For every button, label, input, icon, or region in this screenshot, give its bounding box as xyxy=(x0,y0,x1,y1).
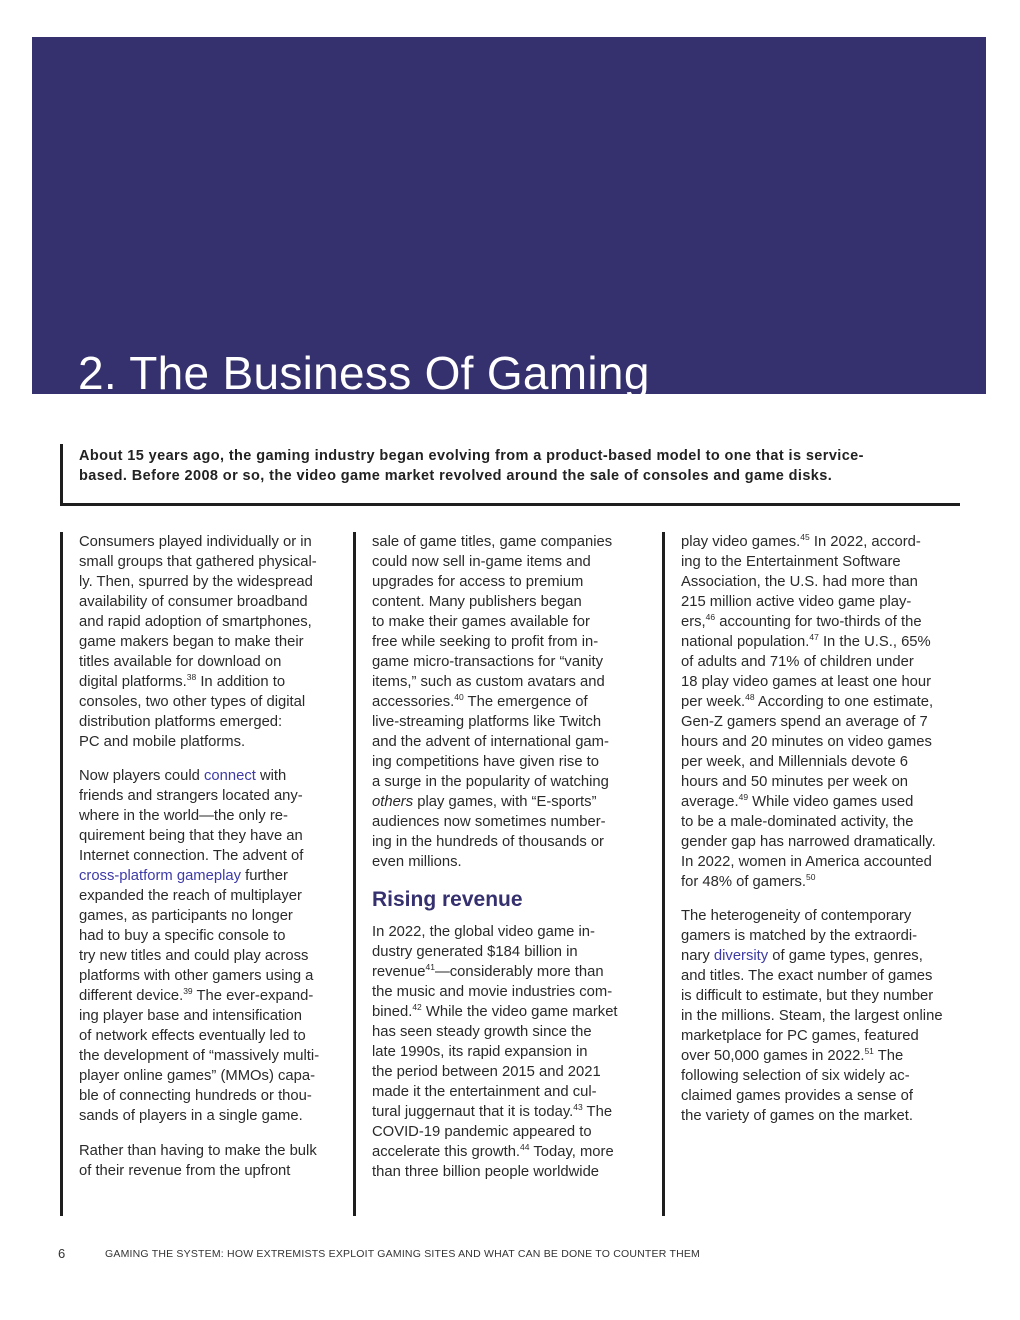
text-line: ing in the hundreds of thousands or xyxy=(372,834,604,850)
text-line: than three billion people worldwide xyxy=(372,1164,600,1180)
text-line xyxy=(681,692,962,712)
footnote-ref[interactable]: 42 xyxy=(412,1002,422,1012)
footnote-ref[interactable]: 40 xyxy=(454,692,464,702)
text-line: late 1990s, its rapid expansion in xyxy=(372,1044,588,1060)
text-line: and titles. The exact number of games xyxy=(681,968,933,984)
text-line: quirement being that they have an xyxy=(79,828,303,844)
paragraph xyxy=(681,532,962,892)
text-line: player online games” (MMOs) capa- xyxy=(79,1068,316,1084)
text-line: a surge in the popularity of watching xyxy=(372,774,609,790)
text-line: game micro-transactions for “vanity xyxy=(372,654,604,670)
paragraph xyxy=(79,532,352,752)
text-span: tural juggernaut that it is today. xyxy=(372,1104,574,1120)
text-line: upgrades for access to premium xyxy=(372,574,584,590)
text-line: ble of connecting hundreds or thou- xyxy=(79,1088,312,1104)
footnote-ref[interactable]: 49 xyxy=(738,792,749,802)
chapter-title: 2. The Business Of Gaming xyxy=(78,347,650,399)
footnote-ref[interactable]: 50 xyxy=(806,872,816,882)
paragraph xyxy=(681,906,962,1126)
text-line xyxy=(372,792,643,812)
paragraph xyxy=(79,766,352,1126)
text-line: 18 play video games at least one hour xyxy=(681,674,932,690)
text-span: In addition to xyxy=(196,674,286,690)
text-line: platforms with other gamers using a xyxy=(79,968,314,984)
text-span: over 50,000 games in 2022. xyxy=(681,1048,865,1064)
text-line xyxy=(79,986,352,1006)
text-span: accessories. xyxy=(372,694,455,710)
text-line xyxy=(372,1102,643,1122)
text-span: The xyxy=(873,1048,904,1064)
text-span: of game types, genres, xyxy=(768,948,923,964)
text-line: Rather than having to make the bulk xyxy=(79,1143,317,1159)
text-line: had to buy a specific console to xyxy=(79,928,286,944)
text-line: of network effects eventually led to xyxy=(79,1028,306,1044)
text-line: try new titles and could play across xyxy=(79,948,309,964)
text-line: and rapid adoption of smartphones, xyxy=(79,614,312,630)
text-span: While video games used xyxy=(748,794,914,810)
text-span: According to one estimate, xyxy=(754,694,934,710)
text-span: nary xyxy=(681,948,714,964)
text-line: games, as participants no longer xyxy=(79,908,293,924)
text-line xyxy=(681,946,962,966)
text-span: Today, more xyxy=(529,1144,614,1160)
chapter-banner xyxy=(32,37,986,399)
text-line: of their revenue from the upfront xyxy=(79,1163,291,1179)
text-span: national population. xyxy=(681,634,810,650)
text-line: game makers began to make their xyxy=(79,634,304,650)
text-line: gamers is matched by the extraordi- xyxy=(681,928,918,944)
text-line: COVID-19 pandemic appeared to xyxy=(372,1124,592,1140)
text-line: In 2022, women in America accounted xyxy=(681,854,932,870)
text-line: to make their games available for xyxy=(372,614,590,630)
text-line: ing competitions have given rise to xyxy=(372,754,600,770)
text-line: PC and mobile platforms. xyxy=(79,734,246,750)
text-span: accounting for two-thirds of the xyxy=(715,614,922,630)
text-line: gender gap has narrowed dramatically. xyxy=(681,834,936,850)
text-line: the period between 2015 and 2021 xyxy=(372,1064,601,1080)
text-line: titles available for download on xyxy=(79,654,282,670)
text-line: and the advent of international gam- xyxy=(372,734,609,750)
column-3 xyxy=(662,532,962,1216)
text-line: ing player base and intensification xyxy=(79,1008,302,1024)
text-line: could now sell in-game items and xyxy=(372,554,591,570)
text-line: to be a male-dominated activity, the xyxy=(681,814,914,830)
text-line xyxy=(681,632,962,652)
text-line: per week, and Millennials devote 6 xyxy=(681,754,909,770)
text-line: consoles, two other types of digital xyxy=(79,694,306,710)
text-line: items,” such as custom avatars and xyxy=(372,674,605,690)
text-line: of adults and 71% of children under xyxy=(681,654,914,670)
text-span: play video games. xyxy=(681,534,801,550)
footnote-ref[interactable]: 38 xyxy=(186,672,197,682)
text-span: ers, xyxy=(681,614,706,630)
footnote-ref[interactable]: 51 xyxy=(864,1046,874,1056)
text-span: The ever-expand- xyxy=(192,988,314,1004)
paragraph xyxy=(79,1141,352,1181)
text-span: The xyxy=(582,1104,613,1120)
paragraph xyxy=(372,922,643,1182)
text-line: content. Many publishers began xyxy=(372,594,582,610)
cross-platform-gameplay-link[interactable]: cross-platform gameplay xyxy=(79,868,241,884)
text-line: following selection of six widely ac- xyxy=(681,1068,910,1084)
text-line: small groups that gathered physical- xyxy=(79,554,317,570)
text-line: expanded the reach of multiplayer xyxy=(79,888,302,904)
text-span: different device. xyxy=(79,988,184,1004)
column-2 xyxy=(353,532,643,1216)
text-line xyxy=(681,612,962,632)
text-line: Internet connection. The advent of xyxy=(79,848,304,864)
text-line: sale of game titles, game companies xyxy=(372,534,613,550)
text-span: play games, with “E-sports” xyxy=(413,794,597,810)
footnote-ref[interactable]: 46 xyxy=(705,612,716,622)
text-line: hours and 20 minutes on video games xyxy=(681,734,932,750)
text-line: The heterogeneity of contemporary xyxy=(681,908,912,924)
text-span: average. xyxy=(681,794,739,810)
text-line xyxy=(372,962,643,982)
footnote-ref[interactable]: 47 xyxy=(809,632,819,642)
text-line: distribution platforms emerged: xyxy=(79,714,283,730)
text-line: where in the world—the only re- xyxy=(79,808,288,824)
text-span: further xyxy=(241,868,288,884)
connect-link[interactable]: connect xyxy=(204,768,256,784)
text-span: The emergence of xyxy=(463,694,588,710)
text-line: has seen steady growth since the xyxy=(372,1024,592,1040)
text-line: 215 million active video game play- xyxy=(681,594,912,610)
text-line: ly. Then, spurred by the widespread xyxy=(79,574,313,590)
text-line xyxy=(372,692,643,712)
text-line xyxy=(681,532,962,552)
text-line: the music and movie industries com- xyxy=(372,984,613,1000)
text-line: Consumers played individually or in xyxy=(79,534,312,550)
text-span: digital platforms. xyxy=(79,674,187,690)
text-line xyxy=(372,1002,643,1022)
text-span: for 48% of gamers. xyxy=(681,874,807,890)
text-line xyxy=(79,766,352,786)
text-line: the development of “massively multi- xyxy=(79,1048,320,1064)
intro-callout xyxy=(60,444,960,506)
intro-line: based. Before 2008 or so, the video game market revolved around the sale of consoles and game disks. xyxy=(79,468,833,484)
text-span: While the video game market xyxy=(421,1004,618,1020)
text-line: audiences now sometimes number- xyxy=(372,814,606,830)
text-span: In the U.S., 65% xyxy=(818,634,931,650)
text-span: others xyxy=(372,794,414,810)
text-line: claimed games provides a sense of xyxy=(681,1088,913,1104)
text-line xyxy=(79,672,352,692)
text-line xyxy=(681,872,962,892)
text-line: sands of players in a single game. xyxy=(79,1108,303,1124)
text-line: availability of consumer broadband xyxy=(79,594,308,610)
text-line: ing to the Entertainment Software xyxy=(681,554,901,570)
text-line: dustry generated $184 billion in xyxy=(372,944,578,960)
page-number: 6 xyxy=(58,1246,66,1261)
paragraph xyxy=(372,532,643,872)
footnote-ref[interactable]: 48 xyxy=(745,692,755,702)
footnote-ref[interactable]: 41 xyxy=(425,962,435,972)
running-footer: GAMING THE SYSTEM: HOW EXTREMISTS EXPLOIT GAMING SITES AND WHAT CAN BE DONE TO COUNTER THEM xyxy=(105,1248,700,1260)
text-line: is difficult to estimate, but they number xyxy=(681,988,934,1004)
intro-line: About 15 years ago, the gaming industry began evolving from a product-based model to one that is service- xyxy=(79,448,864,464)
text-span: revenue xyxy=(372,964,426,980)
text-line xyxy=(79,866,352,886)
text-line: live-streaming platforms like Twitch xyxy=(372,714,602,730)
text-span: Now players could xyxy=(79,768,205,784)
text-line xyxy=(681,792,962,812)
text-line: even millions. xyxy=(372,854,462,870)
text-line: free while seeking to profit from in- xyxy=(372,634,599,650)
text-line xyxy=(681,1046,962,1066)
text-line: In 2022, the global video game in- xyxy=(372,924,595,940)
section-heading: Rising revenue xyxy=(372,888,523,911)
text-span: accelerate this growth. xyxy=(372,1144,521,1160)
text-line: marketplace for PC games, featured xyxy=(681,1028,919,1044)
diversity-link[interactable]: diversity xyxy=(713,948,769,964)
text-line: Association, the U.S. had more than xyxy=(681,574,918,590)
text-span: In 2022, accord- xyxy=(809,534,921,550)
text-span: with xyxy=(255,768,287,784)
text-span: bined. xyxy=(372,1004,413,1020)
text-line xyxy=(372,1142,643,1162)
text-line: hours and 50 minutes per week on xyxy=(681,774,909,790)
footnote-ref[interactable]: 44 xyxy=(520,1142,530,1152)
column-1 xyxy=(60,532,352,1216)
text-line: the variety of games on the market. xyxy=(681,1108,913,1124)
text-line: Gen-Z gamers spend an average of 7 xyxy=(681,714,928,730)
text-line: friends and strangers located any- xyxy=(79,788,303,804)
text-span: —considerably more than xyxy=(434,964,604,980)
footnote-ref[interactable]: 45 xyxy=(800,532,810,542)
footnote-ref[interactable]: 39 xyxy=(183,986,193,996)
text-line: made it the entertainment and cul- xyxy=(372,1084,597,1100)
text-span: per week. xyxy=(681,694,746,710)
footnote-ref[interactable]: 43 xyxy=(573,1102,583,1112)
text-line: in the millions. Steam, the largest online xyxy=(681,1008,943,1024)
